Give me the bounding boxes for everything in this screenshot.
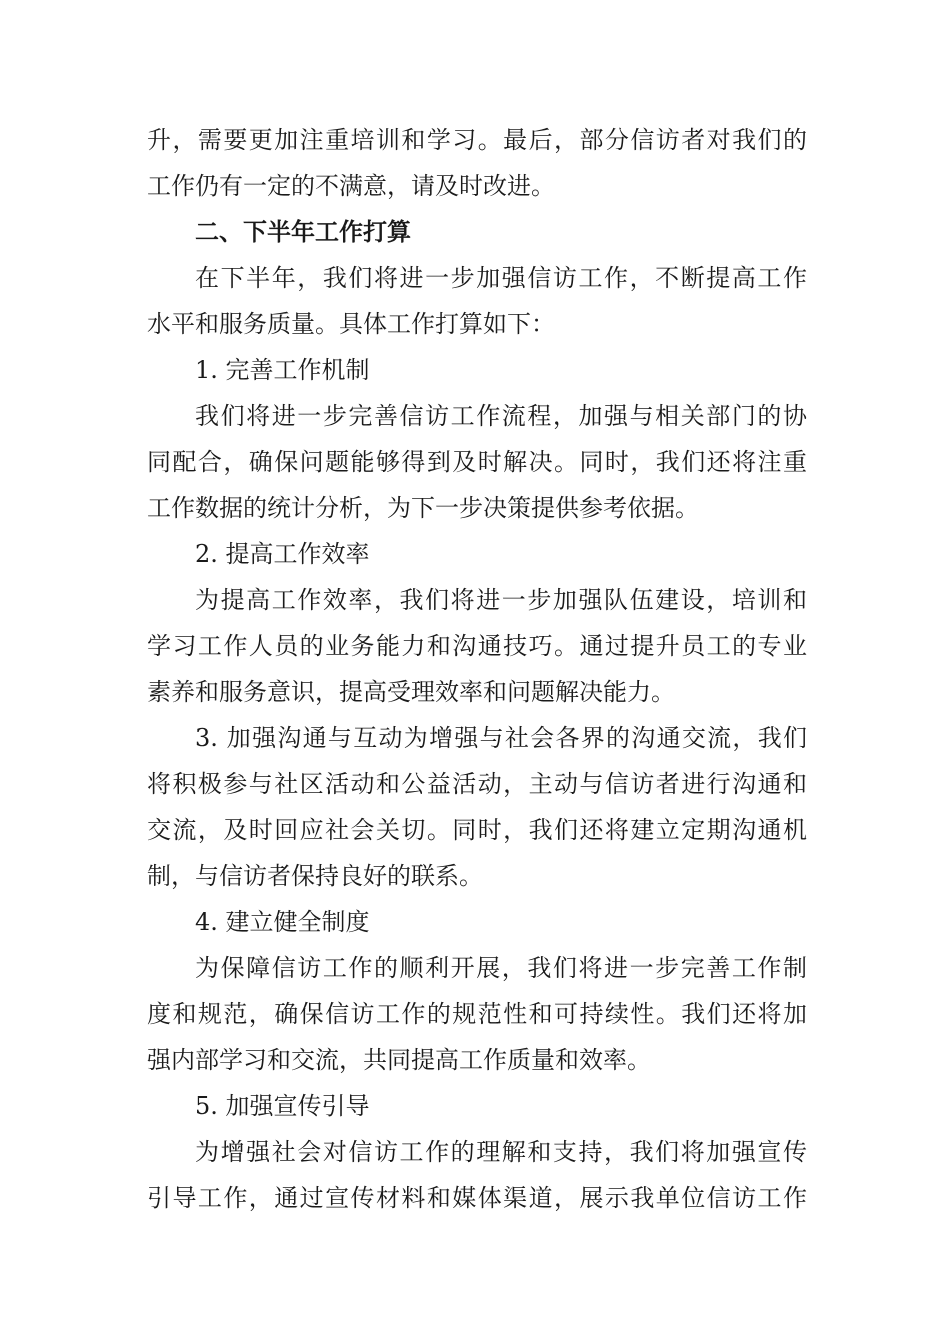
paragraph-line: 学习工作人员的业务能力和沟通技巧。通过提升员工的专业 [147,632,807,660]
paragraph-line: 为提高工作效率，我们将进一步加强队伍建设，培训和 [195,586,807,614]
paragraph-line: 为保障信访工作的顺利开展，我们将进一步完善工作制 [195,954,807,982]
list-item-heading: 4. 建立健全制度 [195,908,370,936]
list-item-heading: 2. 提高工作效率 [195,540,370,568]
list-item-heading: 5. 加强宣传引导 [195,1092,370,1120]
list-item-heading: 1. 完善工作机制 [195,356,370,384]
paragraph-line: 工作仍有一定的不满意，请及时改进。 [147,172,555,200]
paragraph-line: 升，需要更加注重培训和学习。最后，部分信访者对我们的 [147,126,807,154]
paragraph-line: 水平和服务质量。具体工作打算如下： [147,310,555,338]
paragraph-line: 我们将进一步完善信访工作流程，加强与相关部门的协 [195,402,807,430]
paragraph-line: 强内部学习和交流，共同提高工作质量和效率。 [147,1046,651,1074]
paragraph-line: 交流，及时回应社会关切。同时，我们还将建立定期沟通机 [147,816,807,844]
paragraph-line: 引导工作，通过宣传材料和媒体渠道，展示我单位信访工作 [147,1184,807,1212]
paragraph-line: 为增强社会对信访工作的理解和支持，我们将加强宣传 [195,1138,807,1166]
section-heading: 二、下半年工作打算 [195,218,411,246]
paragraph-line: 素养和服务意识，提高受理效率和问题解决能力。 [147,678,675,706]
paragraph-line: 3. 加强沟通与互动为增强与社会各界的沟通交流，我们 [195,724,807,752]
paragraph-line: 度和规范，确保信访工作的规范性和可持续性。我们还将加 [147,1000,807,1028]
paragraph-line: 将积极参与社区活动和公益活动，主动与信访者进行沟通和 [147,770,807,798]
paragraph-line: 同配合，确保问题能够得到及时解决。同时，我们还将注重 [147,448,807,476]
paragraph-line: 制，与信访者保持良好的联系。 [147,862,483,890]
document-page [147,117,807,1221]
paragraph-line: 在下半年，我们将进一步加强信访工作，不断提高工作 [195,264,807,292]
paragraph-line: 工作数据的统计分析，为下一步决策提供参考依据。 [147,494,699,522]
